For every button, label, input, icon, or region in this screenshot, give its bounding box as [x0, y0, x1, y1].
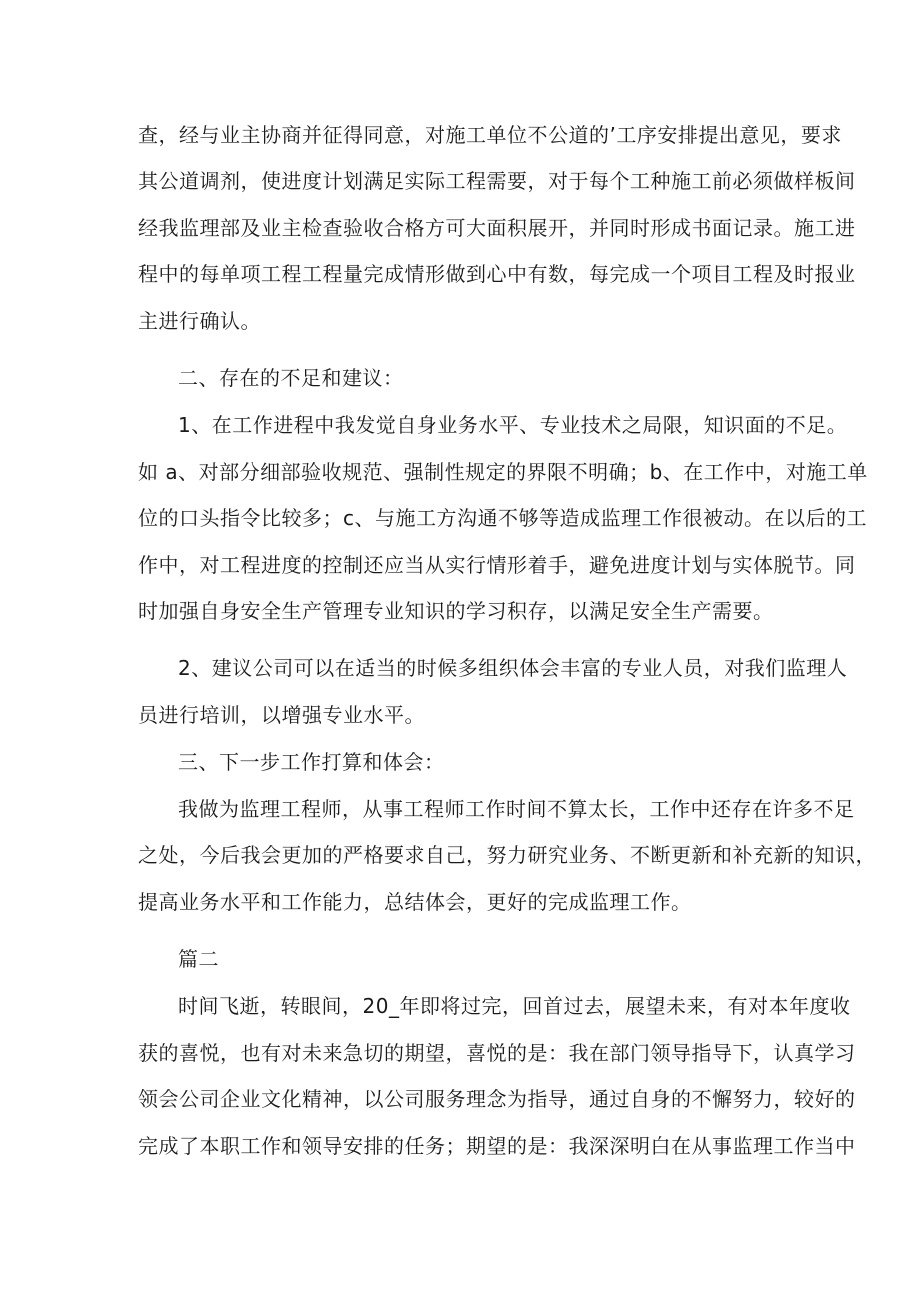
text-line: 2、建议公司可以在适当的时候多组织体会丰富的专业人员，对我们监理人 [178, 656, 848, 680]
text-line: 作中，对工程进度的控制还应当从实行情形着手，避免进度计划与实体脱节。同 [138, 553, 856, 577]
text-line: 领会公司企业文化精神，以公司服务理念为指导，通过自身的不懈努力，较好的 [138, 1087, 856, 1111]
text-line: 完成了本职工作和领导安排的任务；期望的是：我深深明白在从事监理工作当中 [138, 1134, 856, 1158]
text-line: 如 a、对部分细部验收规范、强制性规定的界限不明确；b、在工作中，对施工单 [138, 460, 868, 484]
section-heading: 二、存在的不足和建议： [178, 366, 404, 390]
text-line: 经我监理部及业主检查验收合格方可大面积展开，并同时形成书面记录。施工进 [138, 216, 856, 240]
text-line: 我做为监理工程师，从事工程师工作时间不算太长，工作中还存在许多不足 [178, 797, 855, 821]
text-line: 获的喜悦，也有对未来急切的期望，喜悦的是：我在部门领导指导下，认真学习 [138, 1041, 856, 1065]
text-line: 时间飞逝，转眼间，20_年即将过完，回首过去，展望未来，有对本年度收 [178, 994, 851, 1018]
section-heading: 篇二 [178, 947, 219, 971]
text-line: 主进行确认。 [138, 309, 261, 333]
text-line: 其公道调剂，使进度计划满足实际工程需要，对于每个工种施工前必须做样板间 [138, 169, 856, 193]
text-line: 查，经与业主协商并征得同意，对施工单位不公道的’工序安排提出意见，要求 [138, 123, 842, 147]
section-heading: 三、下一步工作打算和体会： [178, 750, 445, 774]
text-line: 提高业务水平和工作能力，总结体会，更好的完成监理工作。 [138, 890, 692, 914]
text-line: 1、在工作进程中我发觉自身业务水平、专业技术之局限，知识面的不足。 [178, 413, 848, 437]
text-line: 位的口头指令比较多；c、与施工方沟通不够等造成监理工作很被动。在以后的工 [138, 506, 867, 530]
text-line: 程中的每单项工程工程量完成情形做到心中有数，每完成一个项目工程及时报业 [138, 262, 856, 286]
text-line: 员进行培训，以增强专业水平。 [138, 703, 425, 727]
text-line: 之处，今后我会更加的严格要求自己，努力研究业务、不断更新和补充新的知识， [138, 843, 876, 867]
text-line: 时加强自身安全生产管理专业知识的学习积存，以满足安全生产需要。 [138, 599, 774, 623]
